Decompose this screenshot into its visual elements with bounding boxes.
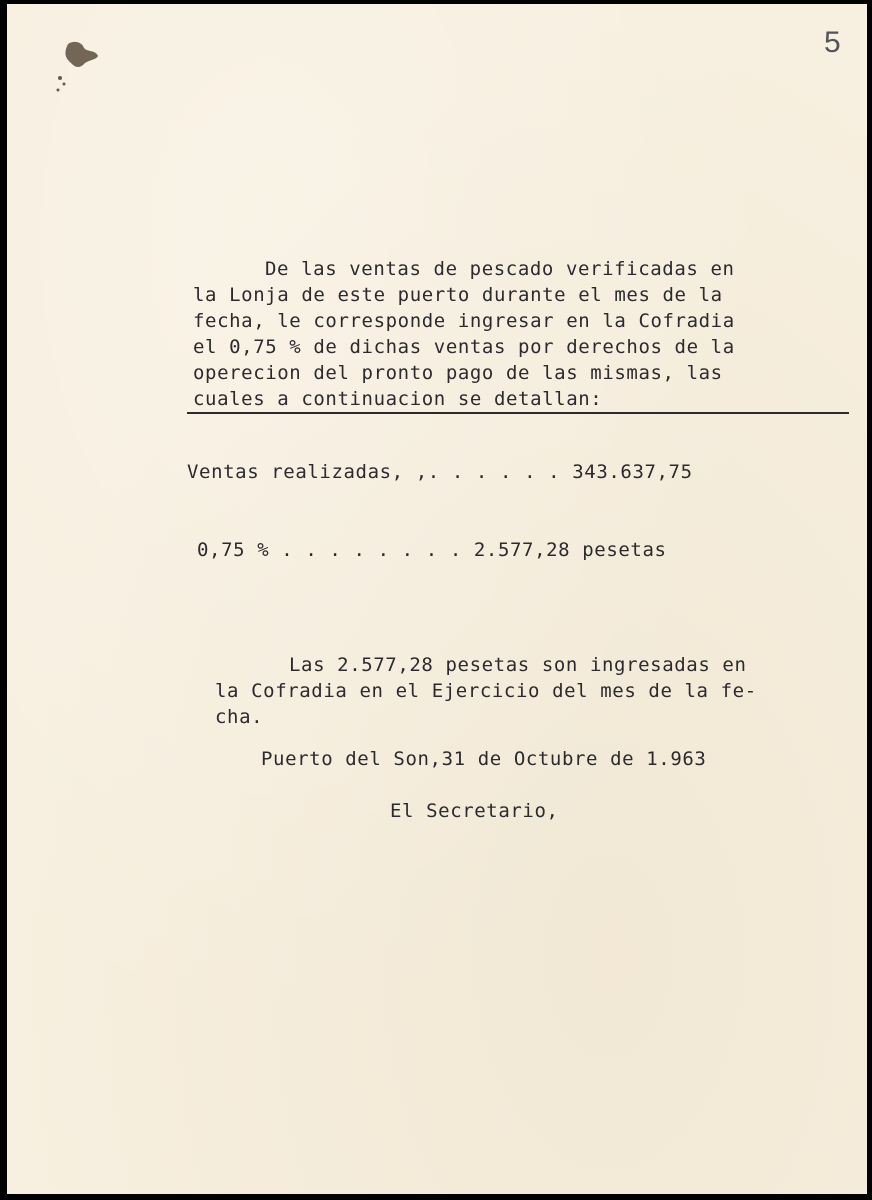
paragraph1-line4: el 0,75 % de dichas ventas por derechos de la xyxy=(193,336,735,358)
page-number: 5 xyxy=(824,26,841,59)
paragraph1-line3: fecha, le corresponde ingresar en la Cofradia xyxy=(193,310,735,332)
paragraph1-line1: De las ventas de pescado verificadas en xyxy=(265,258,735,280)
place-date: Puerto del Son,31 de Octubre de 1.963 xyxy=(261,748,707,770)
paragraph2-line1: Las 2.577,28 pesetas son ingresadas en xyxy=(289,654,747,676)
ink-stain xyxy=(54,38,102,98)
percent-line: 0,75 % . . . . . . . . 2.577,28 pesetas xyxy=(197,539,667,561)
sales-line: Ventas realizadas, ,. . . . . . 343.637,75 xyxy=(187,461,693,483)
paragraph1-line5: operecion del pronto pago de las mismas, las xyxy=(193,362,723,384)
paragraph1-line2: la Lonja de este puerto durante el mes de la xyxy=(193,284,723,306)
paragraph-underline xyxy=(187,412,849,414)
signature-title: El Secretario, xyxy=(390,800,559,822)
document-page xyxy=(7,4,867,1194)
paragraph2-line2: la Cofradia en el Ejercicio del mes de la fe- xyxy=(215,680,757,702)
paragraph1-line6: cuales a continuacion se detallan: xyxy=(193,388,603,410)
paragraph2-line3: cha. xyxy=(215,706,264,728)
